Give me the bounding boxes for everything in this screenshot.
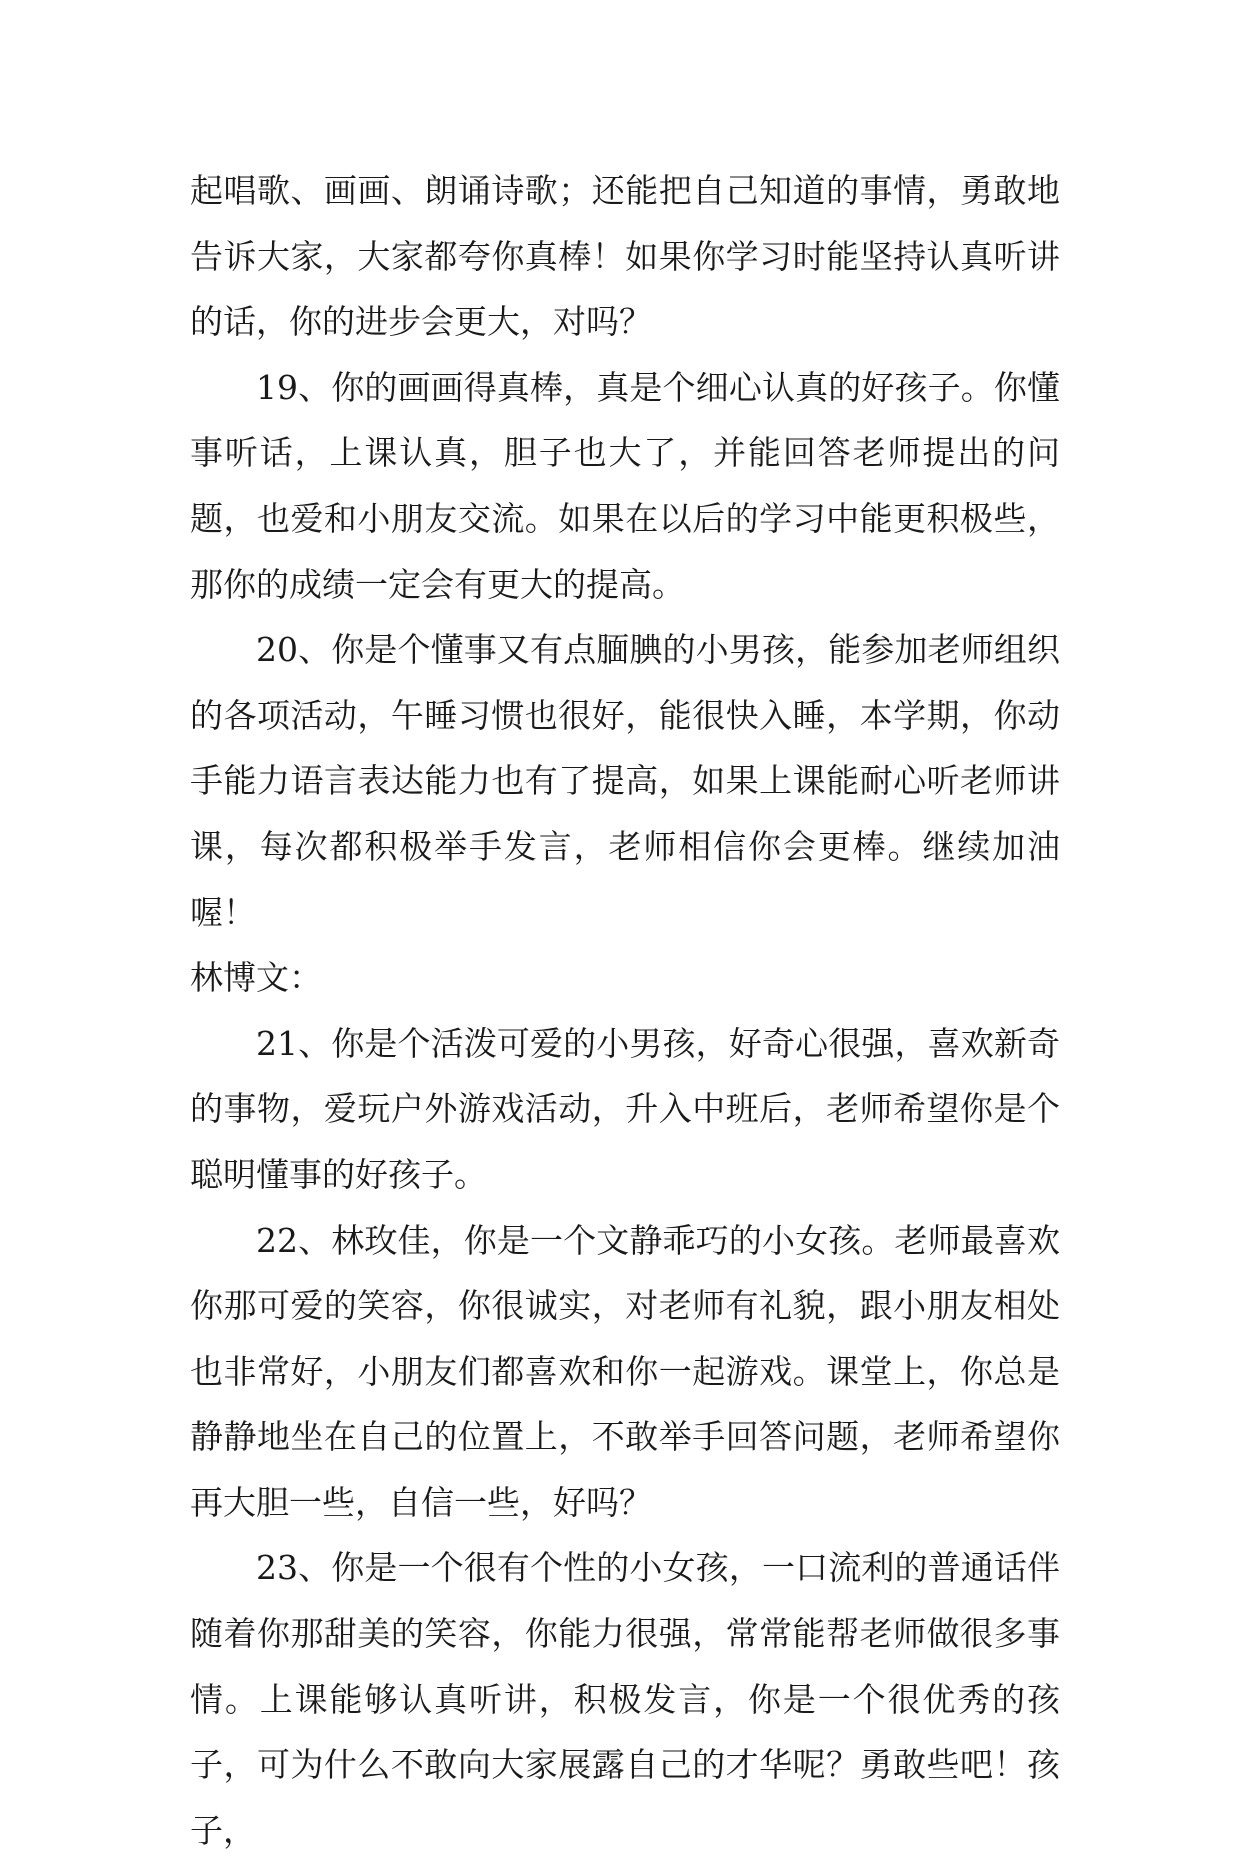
paragraph-item-23: 23、你是一个很有个性的小女孩，一口流利的普通话伴随着你那甜美的笑容，你能力很强，常常能帮老师做很多事情。上课能够认真听讲，积极发言，你是一个很优秀的孩子，可为什么不敢向大家展露自己的才华呢？勇敢些吧！孩子， [190, 1548, 1060, 1850]
paragraph-item-21: 21、你是个活泼可爱的小男孩，好奇心很强，喜欢新奇的事物，爱玩户外游戏活动，升入中班后，老师希望你是个聪明懂事的好孩子。 [190, 1023, 1060, 1194]
name-heading: 林博文： [190, 958, 322, 998]
document-body [190, 158, 1060, 1863]
paragraph-item-20: 20、你是个懂事又有点腼腆的小男孩，能参加老师组织的各项活动，午睡习惯也很好，能很快入睡，本学期，你动手能力语言表达能力也有了提高，如果上课能耐心听老师讲课，每次都积极举手发言，老师相信你会更棒。继续加油喔！ [190, 630, 1060, 932]
paragraph-item-19: 19、你的画画得真棒，真是个细心认真的好孩子。你懂事听话，上课认真，胆子也大了，并能回答老师提出的问题，也爱和小朋友交流。如果在以后的学习中能更积极些，那你的成绩一定会有更大的提高。 [190, 367, 1060, 604]
paragraph-item-22: 22、林玫佳，你是一个文静乖巧的小女孩。老师最喜欢你那可爱的笑容，你很诚实，对老师有礼貌，跟小朋友相处也非常好，小朋友们都喜欢和你一起游戏。课堂上，你总是静静地坐在自己的位置上，不敢举手回答问题，老师希望你再大胆一些，自信一些，好吗？ [190, 1220, 1060, 1522]
paragraph-continuation: 起唱歌、画画、朗诵诗歌；还能把自己知道的事情，勇敢地告诉大家，大家都夸你真棒！如果你学习时能坚持认真听讲的话，你的进步会更大，对吗？ [190, 171, 1060, 342]
